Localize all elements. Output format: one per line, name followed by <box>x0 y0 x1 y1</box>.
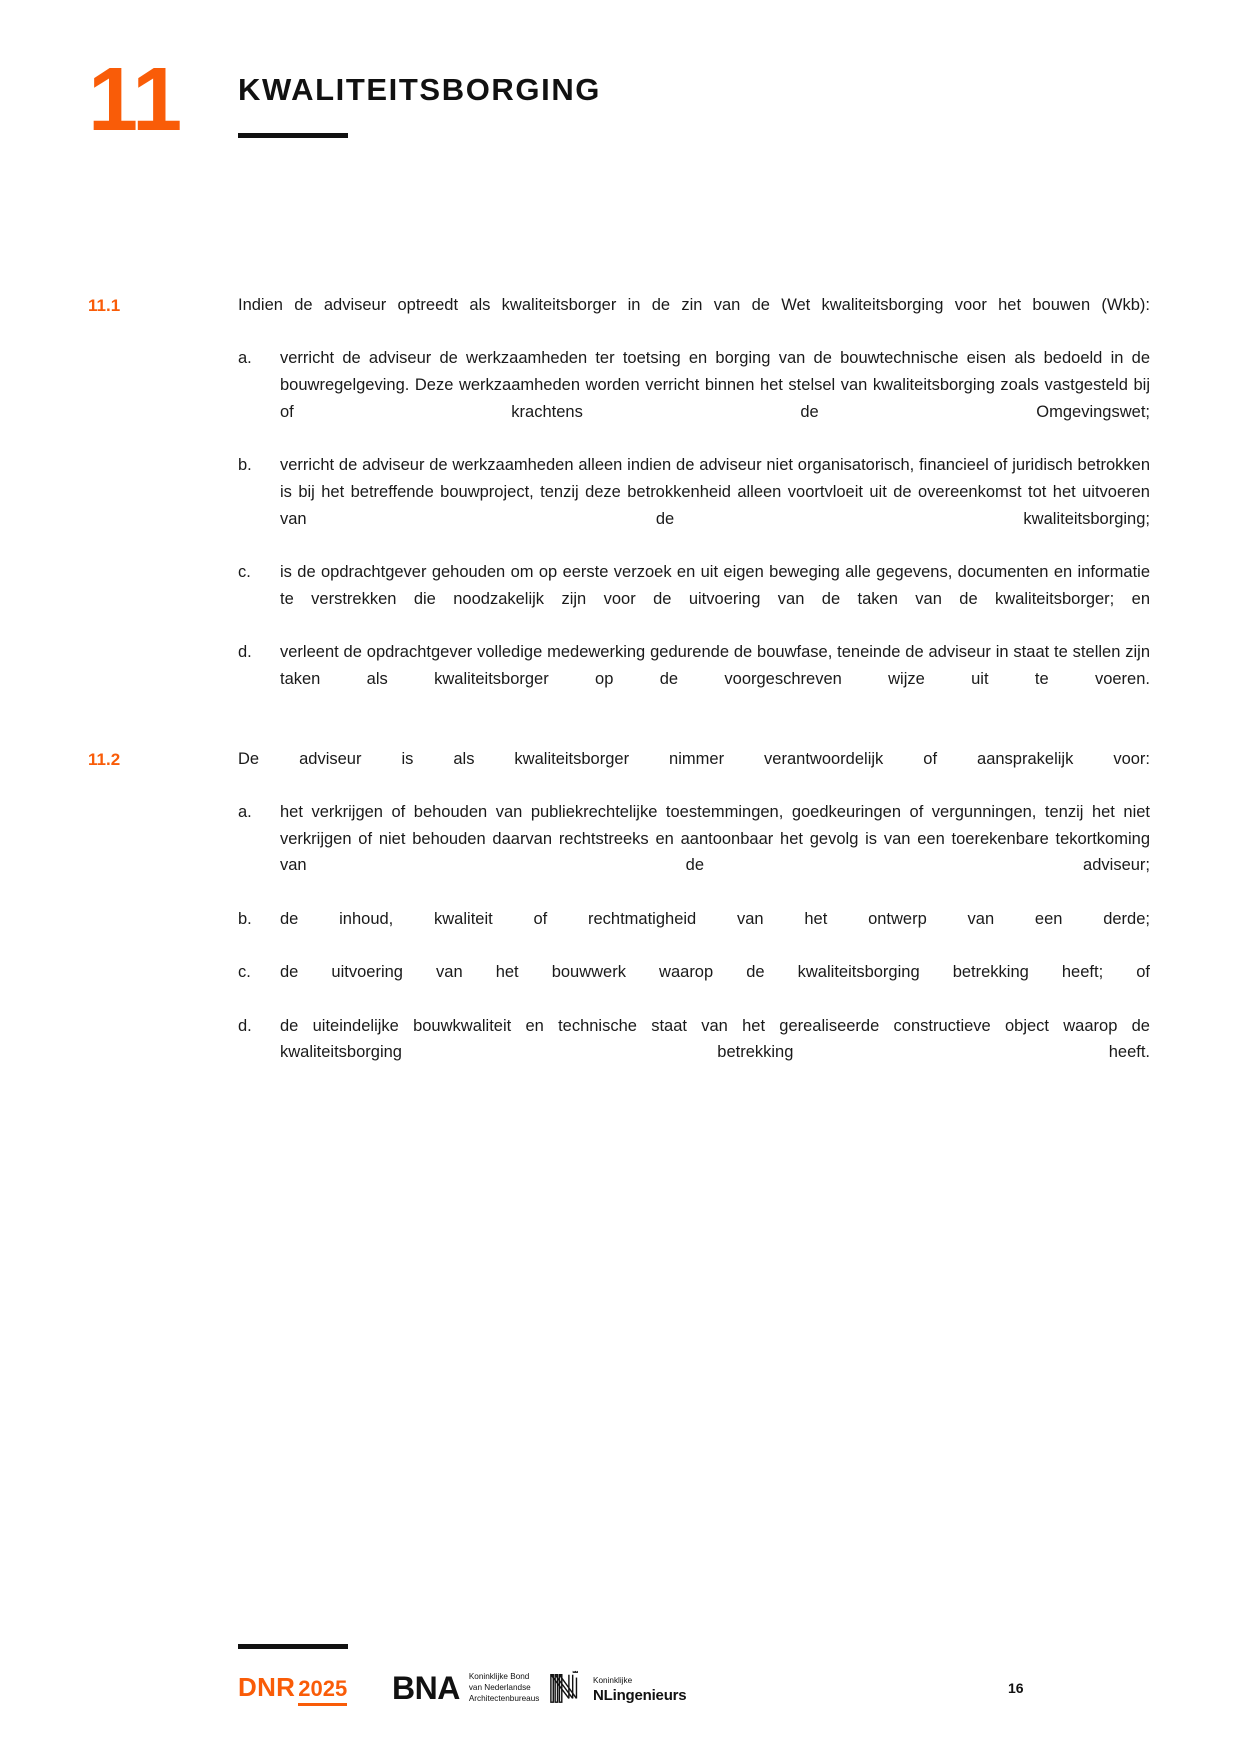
nlingenieurs-mark-icon <box>548 1670 586 1706</box>
list-item-text: verleent de opdrachtgever volledige medewerking gedurende de bouwfase, teneinde de adviseur in staat te stellen zijn taken als kwaliteitsborger op de voorgeschreven wijze uit te voeren. <box>280 643 1150 689</box>
list-item <box>238 906 1150 959</box>
bna-logo-subtitle <box>469 1672 540 1704</box>
clause-lead-text: De adviseur is als kwaliteitsborger nimmer verantwoordelijk of aansprakelijk voor: <box>238 749 1150 768</box>
list-item-text: de inhoud, kwaliteit of rechtmatigheid van het ontwerp van een derde; <box>280 909 1150 928</box>
clause-11-2 <box>88 746 1150 1093</box>
list-item-text: de uiteindelijke bouwkwaliteit en technische staat van het gerealiseerde constructieve object waarop de kwaliteitsborging betrekking heeft. <box>280 1016 1150 1062</box>
clause-11-1 <box>88 292 1150 720</box>
chapter-title-block <box>238 73 601 138</box>
list-item-marker: c. <box>238 563 251 582</box>
chapter-header <box>88 50 1148 175</box>
clause-11-1-sublist <box>238 345 1150 719</box>
nlingenieurs-logo <box>548 1670 686 1706</box>
dnr-logo <box>238 1674 347 1706</box>
list-item-marker: c. <box>238 963 251 982</box>
page-title: KWALITEITSBORGING <box>238 72 602 107</box>
list-item-text: de uitvoering van het bouwwerk waarop de kwaliteitsborging betrekking heeft; of <box>280 963 1150 982</box>
page-number: 16 <box>1008 1680 1024 1696</box>
list-item-marker: b. <box>238 909 252 928</box>
bna-subtitle-line-3: Architectenbureaus <box>468 1693 540 1703</box>
list-item <box>238 799 1150 906</box>
dnr-logo-year: 2025 <box>298 1678 347 1706</box>
list-item-text: verricht de adviseur de werkzaamheden alleen indien de adviseur niet organisatorisch, financieel of juridisch betrokken is bij het betreffende bouwproject, tenzij deze betrokkenheid alleen voortvloeit uit de overeenkomst tot het uitvoeren van de kwaliteitsborging; <box>280 456 1150 528</box>
nlingenieurs-logo-small: Koninklijke <box>593 1676 633 1686</box>
list-item-marker: d. <box>238 643 252 662</box>
list-item-text: het verkrijgen of behouden van publiekrechtelijke toestemmingen, goedkeuringen of vergunningen, tenzij het niet verkrijgen of niet behouden daarvan rechtstreeks en aantoonbaar het gevolg is van een toerekenbare tekortkoming van de adviseur; <box>280 802 1150 875</box>
list-item <box>238 559 1150 639</box>
list-item <box>238 345 1150 452</box>
footer-rule <box>238 1644 348 1649</box>
list-item-text: is de opdrachtgever gehouden om op eerste verzoek en uit eigen beweging alle gegevens, documenten en informatie te verstrekken die noodzakelijk zijn voor de uitvoering van de taken van de kwaliteitsborger; en <box>280 563 1150 608</box>
clause-body-11-2 <box>238 746 1150 1093</box>
clause-number-11-2: 11.2 <box>88 749 121 769</box>
list-item <box>238 452 1150 559</box>
bna-logo-name: BNA <box>392 1670 460 1707</box>
page-footer <box>0 1630 1240 1720</box>
clause-number-11-1: 11.1 <box>88 296 121 315</box>
clause-body-11-1 <box>238 292 1150 720</box>
clause-lead-text: Indien de adviseur optreedt als kwaliteitsborger in de zin van de Wet kwaliteitsborging voor het bouwen (Wkb): <box>238 296 1150 314</box>
title-underline-rule <box>238 133 348 138</box>
chapter-number: 11 <box>88 50 182 150</box>
bna-subtitle-line-1: Koninklijke Bond <box>468 1672 530 1681</box>
nlingenieurs-logo-text <box>593 1671 686 1705</box>
list-item-marker: b. <box>238 456 252 475</box>
list-item-marker: a. <box>238 349 252 368</box>
bna-logo <box>392 1670 540 1707</box>
clause-container <box>88 292 1150 1119</box>
nlingenieurs-logo-name: NLingenieurs <box>593 1687 687 1704</box>
list-item-marker: d. <box>238 1016 252 1035</box>
bna-subtitle-line-2: van Nederlandse <box>468 1682 531 1692</box>
list-item-text: verricht de adviseur de werkzaamheden ter toetsing en borging van de bouwtechnische eisen als bedoeld in de bouwregelgeving. Deze werkzaamheden worden verricht binnen het stelsel van kwaliteitsborging zoals vastgesteld bij of krachtens de Omgevingswet; <box>280 349 1150 421</box>
clause-11-2-sublist <box>238 799 1150 1093</box>
list-item <box>238 959 1150 1012</box>
list-item <box>238 1013 1150 1093</box>
list-item-marker: a. <box>238 802 252 821</box>
list-item <box>238 639 1150 719</box>
dnr-logo-name: DNR <box>238 1672 296 1702</box>
